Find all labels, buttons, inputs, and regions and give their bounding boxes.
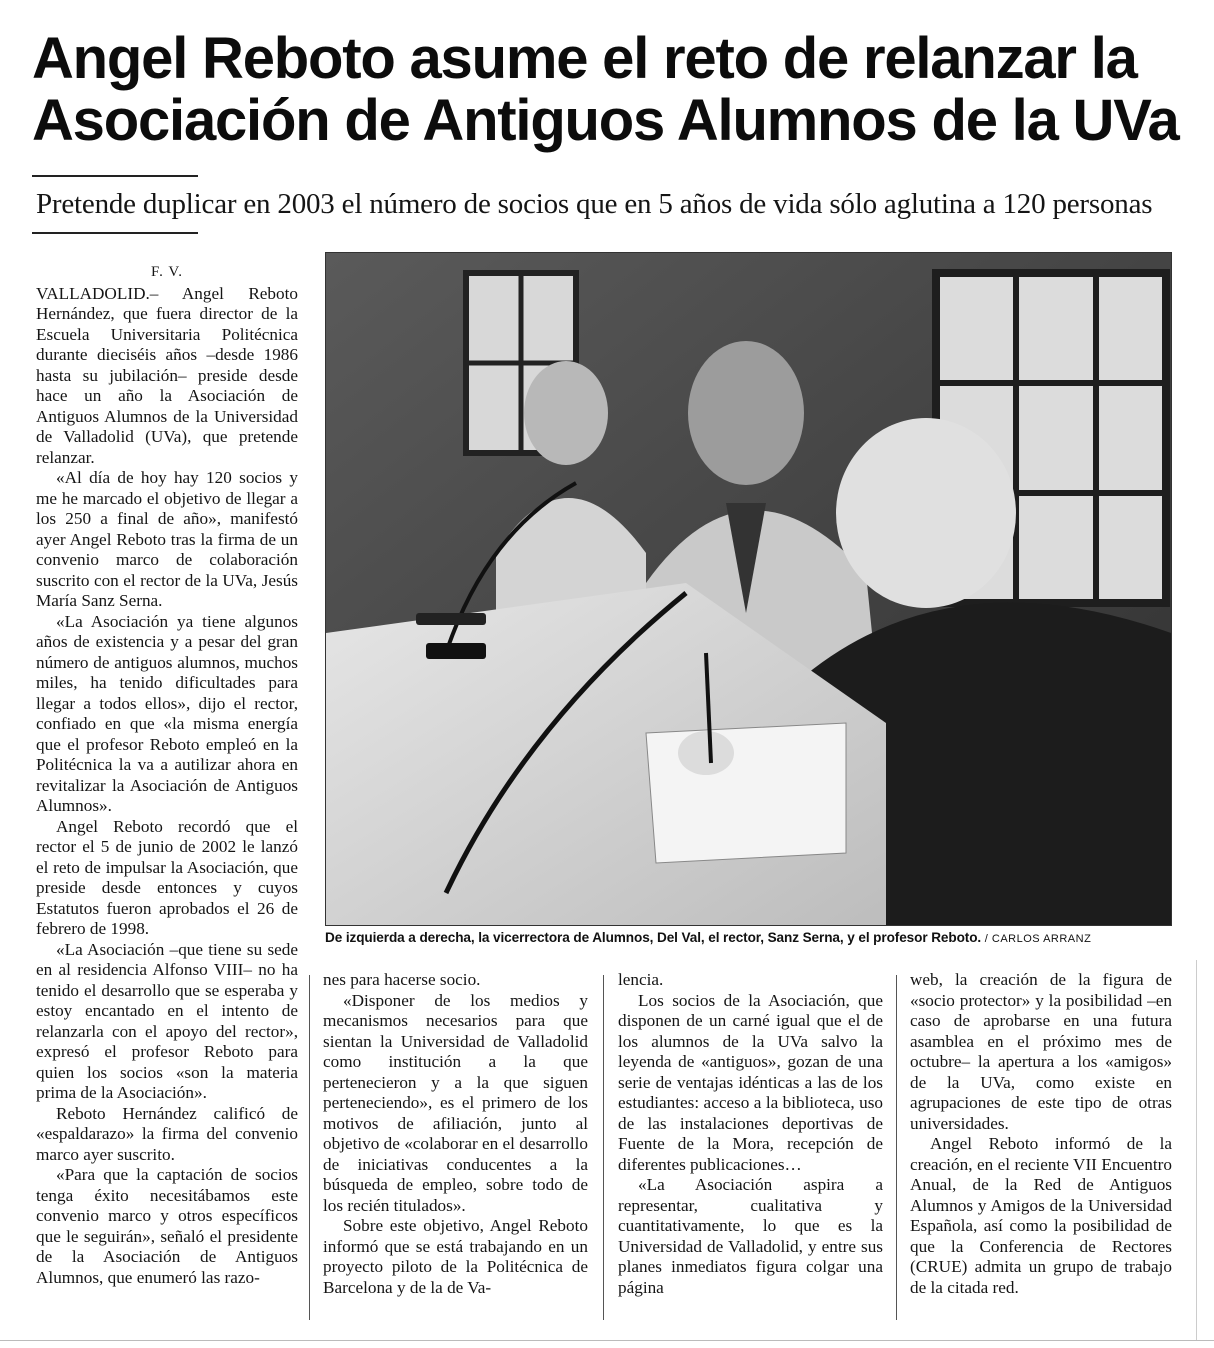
column-divider bbox=[309, 975, 310, 1320]
paragraph: «La Asociación –que tiene su sede en al residencia Alfonso VIII– no ha tenido el desarrollo que se esperaba y estoy encantado en el intento de relanzarla con el apoyo del rector», expresó el profesor Reboto para quien los socios «son la materia prima de la Asociación». bbox=[36, 939, 298, 1102]
caption-text: De izquierda a derecha, la vicerrectora de Alumnos, Del Val, el rector, Sanz Serna, y el profesor Reboto. bbox=[325, 930, 982, 945]
paragraph: «Al día de hoy hay 120 socios y me he marcado el objetivo de llegar a los 250 a final de año», manifestó ayer Angel Reboto tras la firma de un convenio marco de colaboración suscrito con el rector de la UVa, Jesús María Sanz Serna. bbox=[36, 468, 298, 610]
page-edge-rule bbox=[1196, 960, 1197, 1340]
byline: F. V. bbox=[150, 264, 184, 280]
column-4 bbox=[910, 970, 1172, 1298]
paragraph: «La Asociación ya tiene algunos años de existencia y a pesar del gran número de antiguos alumnos, muchos miles, ha tenido dificultades para llegar a todos ellos», dijo el rector, confiado en que «la misma energía que el profesor Reboto empleó en la Politécnica la va a autilizar ahora en revitalizar la Asociación de Antiguos Alumnos». bbox=[36, 611, 298, 815]
page-bottom-rule bbox=[0, 1340, 1214, 1341]
subtitle-rule bbox=[32, 232, 198, 234]
column-divider bbox=[603, 975, 604, 1320]
paragraph: Angel Reboto recordó que el rector el 5 de junio de 2002 le lanzó el reto de impulsar la Asociación, que preside desde entonces y cuyos Estatutos fueron aprobados el 26 de febrero de 1998. bbox=[36, 816, 298, 938]
paragraph: VALLADOLID.– Angel Reboto Hernández, que fuera director de la Escuela Universitaria Politécnica durante dieciséis años –desde 1986 hasta su jubilación– preside desde hace un año la Asociación de Antiguos Alumnos de la Universidad de Valladolid (UVa), que pretende relanzar. bbox=[36, 283, 298, 467]
paragraph: «La Asociación aspira a representar, cualitativa y cuantitativamente, lo que es la Universidad de Valladolid, y entre sus planes inmediatos figura colgar una página bbox=[618, 1175, 883, 1297]
paragraph: Reboto Hernández calificó de «espaldarazo» la firma del convenio marco ayer suscrito. bbox=[36, 1103, 298, 1164]
headline-rule bbox=[32, 175, 198, 177]
column-3 bbox=[618, 970, 883, 1298]
paragraph: lencia. bbox=[618, 970, 664, 989]
news-photo bbox=[325, 252, 1172, 926]
photo-caption bbox=[325, 930, 1185, 945]
column-1 bbox=[36, 262, 298, 1288]
column-2 bbox=[323, 970, 588, 1298]
paragraph: «Para que la captación de socios tenga éxito necesitábamos este convenio marco y otros específicos que le seguirán», señaló el presidente de la Asociación de Antiguos Alumnos, que enumeró las razo- bbox=[36, 1165, 298, 1287]
photo-credit: / CARLOS ARRANZ bbox=[984, 933, 1092, 945]
headline: Angel Reboto asume el reto de relanzar la Asociación de Antiguos Alumnos de la UVa bbox=[32, 26, 1179, 153]
paragraph: nes para hacerse socio. bbox=[323, 970, 481, 989]
paragraph: Sobre este objetivo, Angel Reboto informó que se está trabajando en un proyecto piloto de la Politécnica de Barcelona y de la de Va- bbox=[323, 1216, 588, 1297]
column-divider bbox=[896, 975, 897, 1320]
paragraph: Angel Reboto informó de la creación, en el reciente VII Encuentro Anual, de la Red de Antiguos Alumnos y Amigos de la Universidad Española, así como la posibilidad de que la Conferencia de Rectores (CRUE) admita un grupo de trabajo de la citada red. bbox=[910, 1134, 1172, 1297]
photo-illustration bbox=[326, 253, 1171, 925]
paragraph: Los socios de la Asociación, que disponen de un carné igual que el de los alumnos de la UVa salvo la leyenda de «antiguos», gozan de una serie de ventajas idénticas a las de los estudiantes: acceso a la biblioteca, uso de las instalaciones deportivas de Fuente de la Mora, recepción de diferentes publicaciones… bbox=[618, 990, 883, 1174]
subtitle: Pretende duplicar en 2003 el número de socios que en 5 años de vida sólo aglutina a 120 personas bbox=[36, 188, 1153, 220]
paragraph: web, la creación de la figura de «socio protector» y la posibilidad –en caso de aprobarse en una futura asamblea en el próximo mes de octubre– la apertura a los «amigos» de la UVa, como existe en agrupaciones de este tipo de otras universidades. bbox=[910, 970, 1172, 1133]
paragraph: «Disponer de los medios y mecanismos necesarios para que sientan la Universidad de Valladolid como institución a la que pertenecieron y a la que siguen perteneciendo», es el primero de los motivos de afiliación, junto al objetivo de «colaborar en el desarrollo de iniciativas conducentes a la búsqueda de empleo, sobre todo de los recién titulados». bbox=[323, 990, 588, 1215]
